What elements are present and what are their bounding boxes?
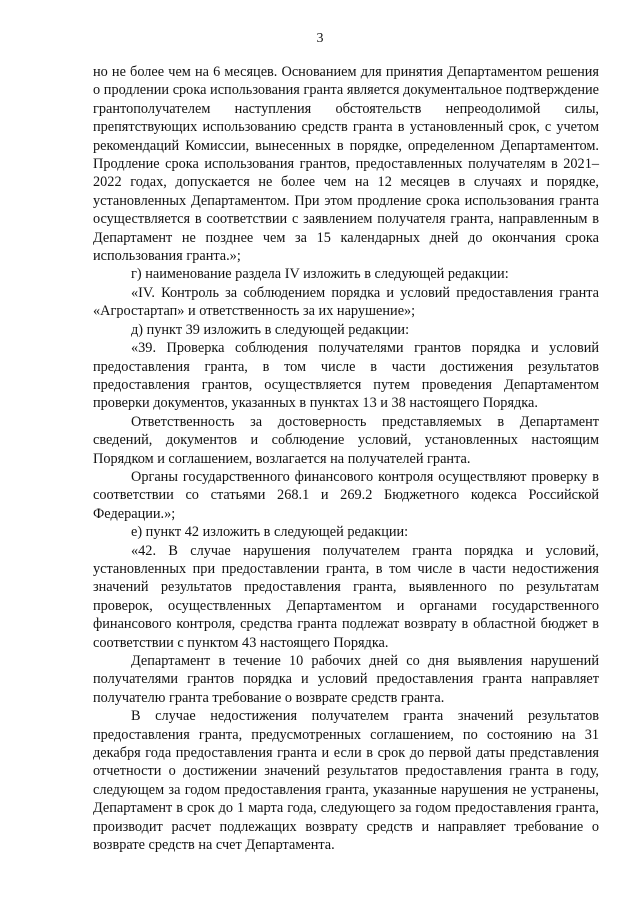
paragraph: е) пункт 42 изложить в следующей редакции: [131,524,409,541]
paragraph: д) пункт 39 изложить в следующей редакции: [131,321,410,338]
paragraph: «IV. Контроль за соблюдением порядка и условий предоставления гранта «Агростартап» и ответственность за их нарушение»; [93,284,599,320]
paragraph: В случае недостижения получателем гранта значений результатов предоставления гранта, предусмотренных соглашением, по состоянию на 31 декабря года предоставления гранта и если в срок до первой даты представления отчетности о достижении значений результатов предоставления гранта в году, следующем за годом предоставления гранта, указанные нарушения не устранены, Департамент в срок до 1 марта года, следующего за годом предоставления гранта, производит расчет подлежащих возврату средств и направляет требование о возврате средств на счет Департамента. [93,708,599,854]
paragraph: Ответственность за достоверность представляемых в Департамент сведений, документов и соблюдение условий, установленных настоящим Порядком и соглашением, возлагается на получателей гранта. [93,413,599,467]
paragraph: но не более чем на 6 месяцев. Основанием для принятия Департаментом решения о продлении срока использования гранта является документальное подтверждение грантополучателем наступления обстоятельств непреодолимой силы, препятствующих использованию средств гранта в установленный срок, с учетом рекомендаций Комиссии, вынесенных в порядке, определенном Департаментом. Продление срока использования грантов, предоставленных получателям в 2021–2022 годах, допускается не более чем на 12 месяцев в случаях и порядке, установленных Департаментом. При этом продление срока использования гранта осуществляется в соответствии с заявлением получателя гранта, направленным в Департамент не позднее чем за 15 календарных дней до окончания срока использования гранта.»; [93,64,599,265]
page-number: 3 [316,31,324,46]
paragraph: «42. В случае нарушения получателем гранта порядка и условий, установленных при предоставлении гранта, в том числе в части недостижения значений результатов предоставления гранта, выявленного по результатам проверок, осуществленных Департаментом и органами государственного финансового контроля, средства гранта подлежат возврату в областной бюджет в соответствии с пунктом 43 настоящего Порядка. [93,542,599,651]
paragraph: Органы государственного финансового контроля осуществляют проверку в соответствии со статьями 268.1 и 269.2 Бюджетного кодекса Российской Федерации.»; [93,468,599,522]
paragraph: Департамент в течение 10 рабочих дней со дня выявления нарушений получателями грантов порядка и условий предоставления гранта направляет получателю гранта требование о возврате средств гранта. [93,653,599,706]
paragraph: «39. Проверка соблюдения получателями грантов порядка и условий предоставления гранта, в том числе в части достижения результатов предоставления грантов, осуществляется путем проведения Департаментом проверки документов, указанных в пунктах 13 и 38 настоящего Порядка. [93,340,599,412]
paragraph: г) наименование раздела IV изложить в следующей редакции: [131,266,509,283]
document-body [93,63,599,854]
